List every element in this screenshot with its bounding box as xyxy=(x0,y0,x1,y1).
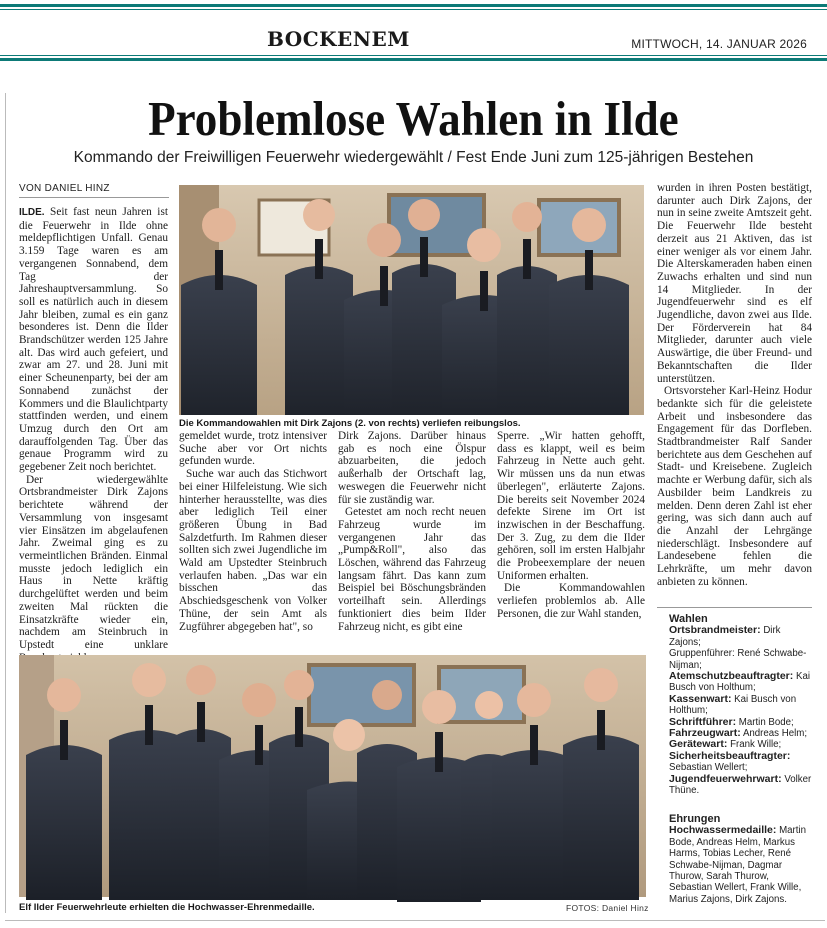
infobox-wahlen-entry xyxy=(669,625,814,648)
subheadline: Kommando der Freiwilligen Feuerwehr wiedergewählt / Fest Ende Juni zum 125-jährigen Bestehen xyxy=(73,149,754,166)
column-3-paragraph-2: Getestet am noch recht neuen Fahrzeug wurde im vergangenen Jahr das „Pump&Roll", also das Löschen, während das Fahrzeug langsam fährt. Das kann zum Beispiel bei Böschungsbränden vorteilhaft sein. Allerdings funktioniert dies beim Ilder Fahrzeug nicht, es gibt eine xyxy=(338,506,486,633)
column-5-paragraph-1: wurden in ihren Posten bestätigt, darunter auch Dirk Zajons, der nun in seine zweite Amtszeit geht. Die Feuerwehr Ilde besteht derzeit aus 21 Aktiven, das ist einer weniger als vor einem Jahr. Die Alterskameraden haben einen Zuwachs erhalten und sind nun 14 Mitglieder. In der Jugendfeuerwehr sind es elf Jugendliche, davon zwei aus Ilde. Der Förderverein hat 84 Mitglieder, darunter auch viele Auswärtige, die über Freund- und Bekanntschaften die Ilder unterstützen. xyxy=(657,182,812,385)
column-4-paragraph-2: Die Kommandowahlen verliefen problemlos ab. Alle Personen, die zur Wahl standen, xyxy=(497,582,645,620)
column-4-paragraph-1: Sperre. „Wir hatten gehofft, dass es klappt, weil es beim Fahrzeug in Nette auch geht. Wir müssen uns da nun etwas überlegen", erläuterte Zajons. Die bereits seit November 2024 defekte Sirene im Ort ist inzwischen in der Beschaffung. Der 3. Zug, zu dem die Ilder gehören, soll im ersten Halbjahr die Probeexemplare der neuen Uniformen erhalten. xyxy=(497,430,645,582)
infobox-ehrungen-entry xyxy=(669,825,814,905)
column-2-paragraph-1: gemeldet wurde, trotz intensiver Suche aber vor Ort nichts gefunden wurde. xyxy=(179,430,327,468)
column-1-paragraph-1 xyxy=(19,206,168,474)
infobox-wahlen-entry xyxy=(669,751,814,774)
infobox-ehrungen-title: Ehrungen xyxy=(669,813,721,825)
infobox-wahlen-entry xyxy=(669,694,814,717)
dateline: ILDE. xyxy=(19,207,45,218)
section-name: BOCKENEM xyxy=(267,27,410,51)
infobox-wahlen-role: Gerätewart: xyxy=(669,738,728,751)
photo-hochwasser-image xyxy=(19,655,646,897)
issue-date: MITTWOCH, 14. JANUAR 2026 xyxy=(631,37,807,51)
infobox-wahlen-role: Atemschutzbeauftragter: xyxy=(669,670,794,683)
infobox-ehrungen-names: Martin Bode, Andreas Helm, Markus Harms, Tobias Lecher, René Schwabe-Nijman, Dagmar Thurow, Sarah Thurow, Sebastian Wellert, Frank Wille, Marius Zajons, Dirk Zajons. xyxy=(669,825,807,905)
infobox-wahlen-entry xyxy=(669,774,814,797)
infobox-rule xyxy=(657,607,812,608)
masthead-rule-bottom xyxy=(0,58,827,61)
infobox-wahlen-name: Dirk Zajons; xyxy=(669,625,781,648)
infobox-ehrungen-role: Hochwassermedaille: xyxy=(669,824,777,837)
infobox-wahlen-name: Andreas Helm; xyxy=(742,728,808,740)
photo-kommando-caption: Die Kommandowahlen mit Dirk Zajons (2. von rechts) verliefen reibungslos. xyxy=(179,418,521,429)
article-column-5 xyxy=(657,182,812,602)
infobox-wahlen-entry xyxy=(669,648,814,671)
photo-credit: FOTOS: Daniel Hinz xyxy=(566,903,649,913)
column-1-text-1: Seit fast neun Jahren ist die Feuerwehr in Ilde ohne meldepflichtigen Unfall. Genau 3.159 Tage waren es am vergangenen Sonnabend, dem Tag der Jahreshauptversammlung. So soll es natürlich auch in diesem Jahr bleiben, zumal es ein ganz besonderes ist. Denn die Ilder Brandschützer werden 125 Jahre alt. Das wird auch gefeiert, und zwar am 27. und 28. Juni mit einer Scheunenparty, bei der am Sonnabend zunächst der Kommers und die Blaulichtparty stattfinden werden, und einem Umzug durch den Ort am darauffolgenden Tag. Über das genaue Programm wird zu gegebener Zeit noch berichtet. xyxy=(19,206,168,474)
masthead-rule-bottom-thin xyxy=(0,55,827,56)
infobox-wahlen-role: Schriftführer: xyxy=(669,715,737,728)
article-column-3 xyxy=(338,430,486,650)
infobox-wahlen xyxy=(669,614,814,797)
headline: Problemlose Wahlen in Ilde xyxy=(148,91,679,146)
column-3-paragraph-1: Dirk Zajons. Darüber hinaus gab es noch eine Ölspur abzuarbeiten, die jedoch außerhalb der Ortschaft lag, weswegen die Feuerwehr nicht für sie zuständig war. xyxy=(338,430,486,506)
masthead-rule-top xyxy=(0,4,827,7)
infobox-wahlen-name: Gruppenführer: René Schwabe-Nijman; xyxy=(669,648,807,671)
infobox-wahlen-role: Kassenwart: xyxy=(669,692,732,705)
infobox-wahlen-name: Sebastian Wellert; xyxy=(669,762,748,774)
byline-rule xyxy=(19,197,169,198)
photo-hochwasser-caption: Elf Ilder Feuerwehrleute erhielten die Hochwasser-Ehrenmedaille. xyxy=(19,902,315,913)
infobox-wahlen-role: Fahrzeugwart: xyxy=(669,727,741,740)
article-column-1 xyxy=(19,206,168,654)
page-margin-rule xyxy=(5,93,6,913)
infobox-wahlen-name: Kai Busch von Holthum; xyxy=(669,671,810,694)
photo-kommando xyxy=(179,185,644,415)
infobox-wahlen-role: Jugendfeuerwehrwart: xyxy=(669,772,782,785)
infobox-wahlen-entry xyxy=(669,671,814,694)
article-column-2 xyxy=(179,430,327,650)
infobox-ehrungen xyxy=(669,814,814,905)
column-5-paragraph-2: Ortsvorsteher Karl-Heinz Hodur bedankte sich für die geleistete Arbeit und insbesondere das Engagement für das Dorfleben. Stadtbrandmeister Ralf Sander berichtete aus dem Geschehen auf Stadt- und Kreisebene. Zugleich machte er Werbung dafür, sich als Ausbilder beim Landkreis zu melden. Denn deren Zahl ist eher gering, was sich dann auch auf die Anzahl der Lehrgänge niederschlägt. Insbesondere auf Landesebene fehlen die Lehrkräfte, um mehr davon anbieten zu können. xyxy=(657,385,812,588)
infobox-wahlen-name: Kai Busch von Holthum; xyxy=(669,693,797,717)
infobox-wahlen-list xyxy=(669,625,814,796)
infobox-wahlen-name: Volker Thüne. xyxy=(669,773,812,797)
column-1-paragraph-2: Der wiedergewählte Ortsbrandmeister Dirk Zajons berichtete während der Versammlung von insgesamt vier Einsätzen im abgelaufenen Jahr. Zweimal ging es zu vermeintlichen Bränden. Einmal musste jedoch lediglich ein Haus in Nette kräftig durchgelüftet werden und beim zweiten Mal rückten die Einsatzkräfte wieder ein, nachdem am Steinbruch in Upstedt eine unklare xyxy=(19,473,168,651)
article-column-4 xyxy=(497,430,645,650)
page-bottom-rule xyxy=(5,920,825,921)
infobox-wahlen-name: Martin Bode; xyxy=(738,716,794,728)
byline: VON DANIEL HINZ xyxy=(19,183,110,194)
masthead-rule-top-thin xyxy=(0,9,827,10)
photo-hochwasser xyxy=(19,655,646,897)
infobox-wahlen-title: Wahlen xyxy=(669,613,708,625)
infobox-wahlen-role: Sicherheitsbeauftragter: xyxy=(669,749,791,762)
column-2-paragraph-2: Suche war auch das Stichwort bei einer Hilfeleistung. Wie sich hinterher herausstellte, was dies aber lediglich Teil einer größeren Übung in Bad Salzdetfurth. Im Rahmen dieser sollten sich zwei Jugendliche im Wald am Upstedter Steinbruch verlaufen haben. „Das war ein bisschen das Abschiedsgeschenk von Volker Thüne, der sein Amt als Zugführer abgegeben hat", so xyxy=(179,468,327,633)
infobox-wahlen-name: Frank Wille; xyxy=(730,739,782,751)
photo-kommando-image xyxy=(179,185,644,415)
infobox-wahlen-role: Ortsbrandmeister: xyxy=(669,624,761,637)
